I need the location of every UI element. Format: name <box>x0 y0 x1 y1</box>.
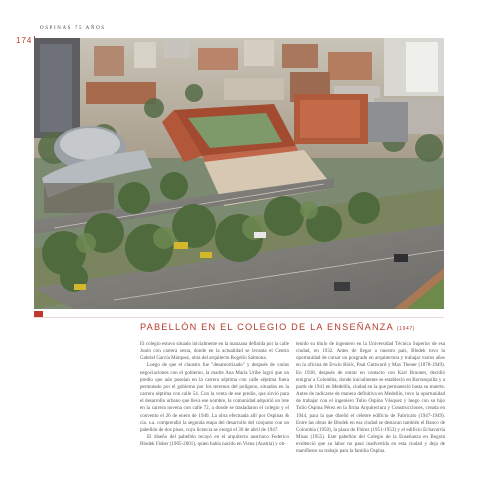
body-column-left <box>140 341 289 448</box>
section-title-text: PABELLÓN EN EL COLEGIO DE LA ENSEÑANZA <box>140 322 394 332</box>
paragraph: El colegio estuvo situado inicialmente en la manzana definida por la calle Junín con carrera sexta, donde en la actualidad se levanta el Centro Gabriel García Márquez, obra del arquitecto Rogelio Salmona. <box>140 341 289 362</box>
section-rule <box>34 317 444 318</box>
paragraph: Luego de que el claustro fue "desamortizado" y después de varias negociaciones con el gobierno, la madre Ana María Uribe logró que un predio que aún poseían en la carrera séptima con calle séptima fuera permutado por el gobierno por los terrenos del polígono, situados en la carrera séptima con calle 54. Con la venta de ese predio, que sirvió para el desarrollo urbano que lleva ese nombre, la comunidad adquirió un lote en la carrera novena con calle 72, a donde se trasladaron el colegio y el convento el 26 de enero de 1940. La obra efectuada allí por Ospinas & cía. s.a. comprendió la segunda etapa del desarrollo del conjunto con un pabellón de dos pisos, cuya licencia se otorgó el 30 de abril de 1947. <box>140 362 289 433</box>
page-number: 174 <box>16 36 33 45</box>
running-head: OSPINAS 75 AÑOS <box>40 26 106 31</box>
section-title <box>140 322 444 332</box>
paragraph: tenido su título de ingeniero en la Universidad Técnica Superior de esa ciudad, en 1932. Antes de llegar a nuestro país, Blodek tuvo la oportunidad de cursar un posgrado en arquitectura y trabajar varios años en la oficina de Erwin Böck, Paul Guttwurd y Max Theuer (1878-1949). En 1938, después de entrar en contacto con Karl Brunner, decidió emigrar a Colombia, donde inicialmente se estableció en Barranquilla y a partir de 1941 en Medellín, ciudad en la que permaneció hasta su muerte. Antes de radicarse de manera definitiva en Medellín, tuvo la oportunidad de trabajar con el ingeniero Tulio Ospina Vásquez y luego con su hijo Tulio Ospina Pérez en la firma Arquitectura y Construcciones, creada en 1944, para la que diseñó el célebre edificio de Fabricato (1947-1949). Entre las obras de Blodek en esa ciudad se destacan también el Banco de Colombia (1950), la plaza de Flórez (1951-1953) y el edificio Echavarría Misas (1955). Este pabellón del Colegio de la Enseñanza en Bogotá evidenció que su labor no pasó inadvertida en esta ciudad y deja de manifiesto su trabajo para la familia Ospina. <box>296 341 445 455</box>
section-year: (1947) <box>396 326 415 332</box>
body-column-right <box>296 341 445 456</box>
paragraph: El diseño del pabellón recayó en el arquitecto austriaco Federico Blodek Fisher (1905-2001), quien había nacido en Viena (Austria) y ob- <box>140 434 289 448</box>
aerial-photo-illustration <box>34 38 444 309</box>
aerial-photo <box>34 38 444 309</box>
